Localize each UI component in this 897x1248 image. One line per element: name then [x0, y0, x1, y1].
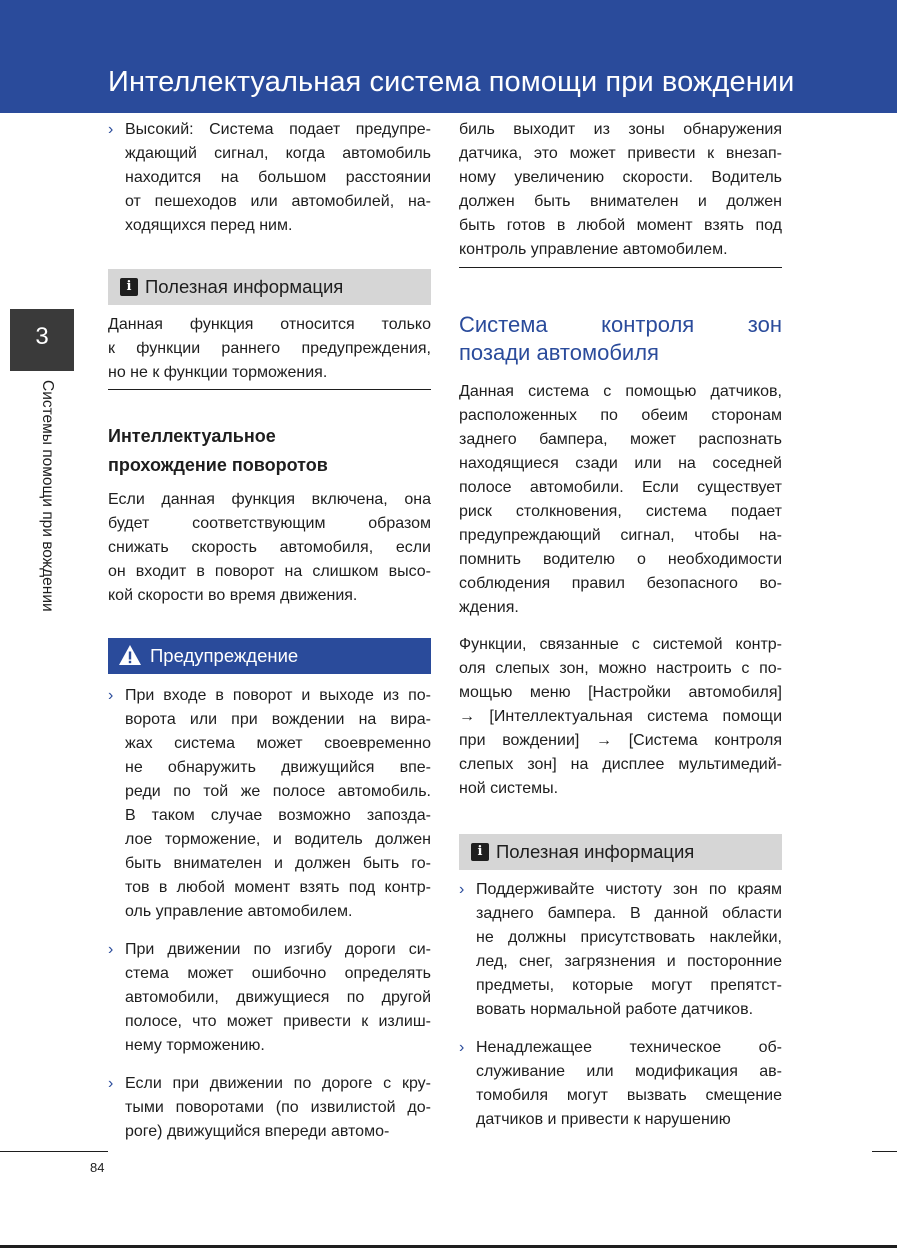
text-line: автомобили, движущиеся по другой [125, 989, 431, 1006]
text-line: При входе в поворот и выходе из по- [125, 687, 431, 704]
info-item-text [476, 878, 782, 1022]
list-item-text [125, 118, 431, 238]
text-line: быть внимателен и должен быть го- [125, 855, 431, 872]
text-line: ходящихся перед ним. [125, 217, 293, 234]
text-line: оля слепых зон, можно настроить с по- [459, 660, 782, 677]
page-number: 84 [90, 1160, 105, 1175]
text-line: Ненадлежащее техническое об- [476, 1039, 782, 1056]
text-line: контроль управление автомобилем. [459, 241, 728, 258]
text-line: заднего бампера, может распознать [459, 431, 782, 448]
text-line: кой скорости во время движения. [108, 587, 358, 604]
warning-box-header [108, 638, 431, 674]
chevron-right-icon: › [459, 1039, 465, 1056]
warning-item-text [125, 1072, 431, 1144]
text-line: ной системы. [459, 780, 559, 797]
text-line: от пешеходов или автомобилей, на- [125, 193, 431, 210]
text-line: → [Интеллектуальная система помощи [459, 708, 782, 725]
info-box-text [108, 313, 431, 385]
text-line: тов в любой момент взять под контр- [125, 879, 431, 896]
continued-text [459, 118, 782, 262]
chevron-right-icon: › [108, 1075, 114, 1092]
text-line: расположенных по обеим сторонам [459, 407, 782, 424]
text-line: вовать нормальной работе датчиков. [476, 1001, 754, 1018]
info-box-title: Полезная информация [145, 276, 344, 297]
warning-triangle-icon [118, 644, 142, 666]
warning-item-2 [108, 938, 431, 1058]
text-line: стема может ошибочно определять [125, 965, 431, 982]
text-line: не обнаружить движущийся впе- [125, 759, 431, 776]
text-line: Если при движении по дороге с кру- [125, 1075, 431, 1092]
text-line: помнить водителю о необходимости [459, 551, 782, 568]
text-line: не должны присутствовать наклейки, [476, 929, 782, 946]
info-icon: i [120, 278, 138, 296]
text-line: роге) движущийся впереди автомо- [125, 1123, 390, 1140]
text-line: датчиков и привести к нарушению [476, 1111, 731, 1128]
text-line: томобиля могут вызвать смещение [476, 1087, 782, 1104]
text-line: ворота или при вождении на вира- [125, 711, 431, 728]
right-column [459, 118, 782, 1132]
text-line: В таком случае возможно запозда- [125, 807, 431, 824]
chevron-right-icon: › [108, 941, 114, 958]
text-line: При движении по изгибу дороги си- [125, 941, 431, 958]
text-line: Функции, связанные с системой контр- [459, 636, 782, 653]
warning-item-1 [108, 684, 431, 924]
info-item-text [476, 1036, 782, 1132]
text-line: Данная функция относится только [108, 316, 431, 333]
section-heading [108, 422, 431, 480]
text-line: ждения. [459, 599, 519, 616]
text-line: к функции раннего предупреждения, [108, 340, 431, 357]
text-line: тыми поворотами (по извилистой до- [125, 1099, 431, 1116]
text-line: находящиеся сзади или на соседней [459, 455, 782, 472]
chapter-number: 3 [35, 323, 49, 350]
text-line: полосе, что может привести к излиш- [125, 1013, 431, 1030]
left-column [108, 118, 431, 1144]
text-line: жах система может своевременно [125, 735, 431, 752]
text-line: быть готов в любой момент взять под [459, 217, 782, 234]
text-line: Система контроля зон [459, 312, 782, 337]
text-line: он входит в поворот на слишком высо- [108, 563, 431, 580]
text-line: прохождение поворотов [108, 455, 328, 475]
text-line: находится на большом расстоянии [125, 169, 431, 186]
chapter-tab [10, 309, 74, 371]
chapter-label: Системы помощи при вождении [39, 380, 56, 612]
text-line: оль управление автомобилем. [125, 903, 353, 920]
text-line: Данная система с помощью датчиков, [459, 383, 782, 400]
warning-item-text [125, 938, 431, 1058]
text-line: лое торможение, и водитель должен [125, 831, 431, 848]
text-line: лед, снег, загрязнения и посторонние [476, 953, 782, 970]
chevron-right-icon: › [108, 121, 114, 138]
text-line: нему торможению. [125, 1037, 265, 1054]
chevron-right-icon: › [108, 687, 114, 704]
text-line: реди по той же полосе автомобиль. [125, 783, 431, 800]
warning-item-text [125, 684, 431, 924]
info-icon: i [471, 843, 489, 861]
section-paragraph-1 [459, 380, 782, 620]
list-item-high [108, 118, 431, 238]
chevron-right-icon: › [459, 881, 465, 898]
text-line: полосе автомобили. Если существует [459, 479, 782, 496]
text-line: датчика, это может привести к внезап- [459, 145, 782, 162]
text-line: ному увеличению скорости. Водитель [459, 169, 782, 186]
text-line: соблюдения правил безопасного во- [459, 575, 782, 592]
text-line: биль выходит из зоны обнаружения [459, 121, 782, 138]
info-item-1 [459, 878, 782, 1022]
text-line: предупреждающий сигнал, чтобы на- [459, 527, 782, 544]
text-line: будет соответствующим образом [108, 515, 431, 532]
footer-rule [872, 1151, 897, 1152]
info-box-title: Полезная информация [496, 841, 695, 862]
page-title: Интеллектуальная система помощи при вождении [108, 66, 795, 98]
text-line: ждающий сигнал, когда автомобиль [125, 145, 431, 162]
section-text [108, 488, 431, 608]
text-line: должен быть внимателен и должен [459, 193, 782, 210]
text-line: Поддерживайте чистоту зон по краям [476, 881, 782, 898]
text-line: заднего бампера. В данной области [476, 905, 782, 922]
text-line: Высокий: Система подает предупре- [125, 121, 431, 138]
info-box-header [108, 269, 431, 305]
text-line: слепых зон] на дисплее мультимедий- [459, 756, 782, 773]
text-line: позади автомобиля [459, 340, 659, 365]
page-header [0, 0, 897, 113]
warning-box-title: Предупреждение [150, 645, 299, 666]
text-line: Интеллектуальное [108, 426, 276, 446]
text-line: при вождении] → [Система контроля [459, 732, 782, 749]
footer-rule [0, 1151, 108, 1152]
info-box-header [459, 834, 782, 870]
section-heading [459, 311, 782, 367]
section-paragraph-2 [459, 633, 782, 801]
info-item-2 [459, 1036, 782, 1132]
text-line: служивание или модификация ав- [476, 1063, 782, 1080]
text-line: но не к функции торможения. [108, 364, 328, 381]
text-line: предметы, которые могут препятст- [476, 977, 782, 994]
text-line: снижать скорость автомобиля, если [108, 539, 431, 556]
text-line: Если данная функция включена, она [108, 491, 431, 508]
warning-item-3 [108, 1072, 431, 1144]
text-line: риск столкновения, система подает [459, 503, 782, 520]
text-line: мощью меню [Настройки автомобиля] [459, 684, 782, 701]
